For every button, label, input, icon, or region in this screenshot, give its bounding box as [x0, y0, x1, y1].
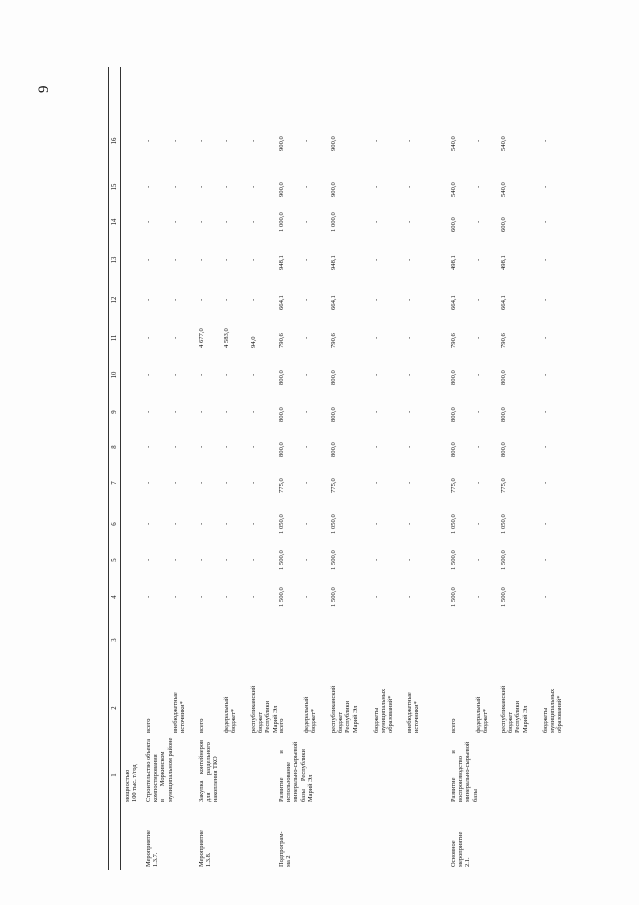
cell-value: - — [475, 558, 482, 561]
table-top-border — [120, 67, 121, 870]
cell-value: 775,0 — [278, 478, 285, 493]
cell-value: - — [406, 220, 413, 223]
cell-value: - — [406, 298, 413, 301]
column-header-9: 9 — [111, 410, 118, 414]
cell-value: 790,6 — [450, 333, 457, 348]
cell-value: - — [406, 595, 413, 598]
funding-source: всего — [198, 718, 205, 733]
cell-value: - — [198, 410, 205, 413]
cell-value: - — [373, 298, 380, 301]
cell-value: - — [406, 373, 413, 376]
cell-value: 1 500,0 — [278, 550, 285, 570]
cell-value: - — [145, 410, 152, 413]
cell-value: - — [198, 373, 205, 376]
cell-value: - — [406, 139, 413, 142]
column-header-6: 6 — [111, 522, 118, 526]
cell-value: - — [145, 298, 152, 301]
cell-value: 94,0 — [250, 336, 257, 348]
cell-value: - — [250, 558, 257, 561]
cell-value: - — [303, 481, 310, 484]
cell-value: - — [303, 336, 310, 339]
cell-value: 1 500,0 — [330, 587, 337, 607]
cell-value: - — [250, 595, 257, 598]
cell-value: - — [198, 258, 205, 261]
cell-value: - — [475, 595, 482, 598]
cell-value: - — [475, 139, 482, 142]
cell-value: - — [223, 220, 230, 223]
cell-value: - — [373, 522, 380, 525]
cell-value: - — [542, 595, 549, 598]
column-header-11: 11 — [111, 334, 118, 342]
funding-source: бюджеты муниципальных образований* — [542, 688, 564, 733]
cell-value: - — [172, 410, 179, 413]
table-header-bottom-border — [108, 67, 109, 870]
column-header-13: 13 — [111, 256, 118, 264]
carry-over-text: мощностью 100 тыс. т/год — [124, 764, 139, 802]
cell-value: 4 583,0 — [223, 328, 230, 348]
cell-value: - — [542, 373, 549, 376]
row-name: Закупка контейнеров для раздельного накопления ТКО — [198, 739, 220, 802]
row-name: Строительство объекта компостирования в Моркинском муниципальном районе — [145, 737, 174, 802]
cell-value: 800,0 — [450, 370, 457, 385]
funding-source: федеральный бюджет* — [223, 696, 238, 733]
cell-value: 1 500,0 — [450, 550, 457, 570]
cell-value: - — [406, 558, 413, 561]
cell-value: - — [198, 522, 205, 525]
cell-value: - — [475, 445, 482, 448]
cell-value: 800,0 — [278, 407, 285, 422]
cell-value: - — [172, 258, 179, 261]
column-header-5: 5 — [111, 558, 118, 562]
cell-value: - — [223, 595, 230, 598]
page-number: 9 — [36, 85, 52, 93]
row-name: Развитие и воспроизводство минерально-сырьевой базы — [450, 741, 479, 802]
cell-value: - — [223, 373, 230, 376]
cell-value: - — [542, 220, 549, 223]
cell-value: 4 677,0 — [198, 328, 205, 348]
cell-value: - — [145, 595, 152, 598]
cell-value: - — [373, 558, 380, 561]
cell-value: - — [373, 258, 380, 261]
cell-value: - — [303, 373, 310, 376]
cell-value: - — [373, 445, 380, 448]
cell-value: - — [542, 139, 549, 142]
cell-value: 664,1 — [450, 295, 457, 310]
cell-value: - — [406, 185, 413, 188]
cell-value: 900,0 — [330, 182, 337, 197]
cell-value: - — [406, 410, 413, 413]
cell-value: - — [250, 522, 257, 525]
cell-value: - — [250, 298, 257, 301]
cell-value: - — [145, 139, 152, 142]
cell-value: - — [223, 410, 230, 413]
cell-value: - — [303, 298, 310, 301]
cell-value: 1 000,0 — [330, 212, 337, 232]
column-header-4: 4 — [111, 595, 118, 599]
cell-value: - — [172, 558, 179, 561]
cell-value: - — [542, 481, 549, 484]
cell-value: - — [172, 220, 179, 223]
cell-value: - — [475, 522, 482, 525]
cell-value: - — [475, 336, 482, 339]
cell-value: - — [145, 522, 152, 525]
cell-value: 790,6 — [500, 333, 507, 348]
cell-value: - — [250, 445, 257, 448]
cell-value: - — [303, 558, 310, 561]
cell-value: - — [172, 298, 179, 301]
cell-value: - — [373, 185, 380, 188]
cell-value: 790,6 — [278, 333, 285, 348]
cell-value: - — [475, 410, 482, 413]
column-header-1: 1 — [111, 773, 118, 777]
cell-value: 498,1 — [450, 255, 457, 270]
cell-value: 900,0 — [330, 136, 337, 151]
cell-value: 775,0 — [330, 478, 337, 493]
cell-value: - — [198, 558, 205, 561]
column-header-14: 14 — [111, 218, 118, 226]
cell-value: - — [172, 445, 179, 448]
cell-value: - — [145, 258, 152, 261]
funding-source: всего — [450, 718, 457, 733]
funding-source: республиканский бюджет Республики Марий Эл — [330, 685, 359, 733]
cell-value: - — [223, 481, 230, 484]
cell-value: 1 500,0 — [450, 587, 457, 607]
cell-value: - — [303, 258, 310, 261]
cell-value: - — [475, 220, 482, 223]
cell-value: 948,1 — [278, 255, 285, 270]
cell-value: 800,0 — [450, 442, 457, 457]
cell-value: - — [198, 139, 205, 142]
cell-value: 800,0 — [330, 407, 337, 422]
column-header-2: 2 — [111, 706, 118, 710]
cell-value: 540,0 — [450, 182, 457, 197]
cell-value: - — [373, 481, 380, 484]
cell-value: - — [250, 373, 257, 376]
cell-value: 800,0 — [450, 407, 457, 422]
cell-value: - — [250, 185, 257, 188]
cell-value: 800,0 — [500, 442, 507, 457]
cell-value: - — [145, 481, 152, 484]
row-id: Основное мероприятие 2.1. — [450, 831, 472, 867]
cell-value: - — [145, 445, 152, 448]
cell-value: - — [542, 258, 549, 261]
cell-value: - — [145, 373, 152, 376]
cell-value: 1 500,0 — [500, 587, 507, 607]
column-header-15: 15 — [111, 183, 118, 191]
cell-value: 800,0 — [500, 370, 507, 385]
cell-value: - — [373, 220, 380, 223]
cell-value: - — [303, 410, 310, 413]
cell-value: - — [198, 220, 205, 223]
column-header-3: 3 — [111, 638, 118, 642]
cell-value: - — [373, 336, 380, 339]
cell-value: - — [406, 445, 413, 448]
cell-value: 1 500,0 — [500, 550, 507, 570]
cell-value: - — [223, 558, 230, 561]
cell-value: - — [250, 220, 257, 223]
cell-value: 775,0 — [450, 478, 457, 493]
cell-value: 900,0 — [278, 182, 285, 197]
cell-value: - — [303, 185, 310, 188]
cell-value: - — [250, 258, 257, 261]
cell-value: 664,1 — [500, 295, 507, 310]
funding-source: внебюджетные источники* — [172, 692, 187, 733]
cell-value: - — [542, 445, 549, 448]
cell-value: 800,0 — [278, 442, 285, 457]
cell-value: - — [475, 185, 482, 188]
cell-value: - — [250, 139, 257, 142]
cell-value: - — [303, 445, 310, 448]
column-header-12: 12 — [111, 296, 118, 304]
cell-value: 1 050,0 — [278, 514, 285, 534]
cell-value: - — [542, 522, 549, 525]
cell-value: - — [542, 410, 549, 413]
cell-value: - — [303, 139, 310, 142]
row-id: Подпрограм- ма 2 — [278, 831, 293, 867]
cell-value: 1 500,0 — [330, 550, 337, 570]
cell-value: - — [223, 522, 230, 525]
cell-value: - — [542, 185, 549, 188]
column-header-7: 7 — [111, 481, 118, 485]
cell-value: - — [542, 298, 549, 301]
cell-value: 800,0 — [278, 370, 285, 385]
row-name: Развитие и использование минерально-сырьевой базы Республики Марий Эл — [278, 741, 314, 802]
cell-value: 900,0 — [278, 136, 285, 151]
cell-value: 800,0 — [330, 370, 337, 385]
cell-value: - — [223, 445, 230, 448]
funding-source: бюджеты муниципальных образований* — [373, 688, 395, 733]
cell-value: - — [250, 410, 257, 413]
cell-value: - — [223, 298, 230, 301]
cell-value: - — [172, 336, 179, 339]
cell-value: - — [145, 558, 152, 561]
funding-source: федеральный бюджет* — [475, 696, 490, 733]
cell-value: 1 050,0 — [330, 514, 337, 534]
cell-value: - — [145, 220, 152, 223]
cell-value: - — [373, 373, 380, 376]
cell-value: 1 000,0 — [278, 212, 285, 232]
cell-value: - — [303, 522, 310, 525]
cell-value: - — [172, 595, 179, 598]
cell-value: - — [223, 185, 230, 188]
cell-value: 600,0 — [500, 217, 507, 232]
funding-source: внебюджетные источники* — [406, 692, 421, 733]
cell-value: - — [373, 139, 380, 142]
cell-value: - — [172, 481, 179, 484]
cell-value: - — [223, 139, 230, 142]
cell-value: 664,1 — [330, 295, 337, 310]
cell-value: 664,1 — [278, 295, 285, 310]
cell-value: - — [475, 298, 482, 301]
cell-value: 790,6 — [330, 333, 337, 348]
cell-value: 1 050,0 — [450, 514, 457, 534]
cell-value: - — [373, 595, 380, 598]
cell-value: 800,0 — [500, 407, 507, 422]
cell-value: - — [303, 220, 310, 223]
column-header-8: 8 — [111, 445, 118, 449]
cell-value: - — [542, 336, 549, 339]
cell-value: 1 500,0 — [278, 587, 285, 607]
cell-value: - — [198, 298, 205, 301]
cell-value: - — [172, 522, 179, 525]
cell-value: 600,0 — [450, 217, 457, 232]
cell-value: - — [475, 258, 482, 261]
cell-value: - — [250, 481, 257, 484]
funding-source: всего — [145, 718, 152, 733]
cell-value: - — [198, 185, 205, 188]
cell-value: 775,0 — [500, 478, 507, 493]
cell-value: - — [198, 481, 205, 484]
cell-value: - — [475, 481, 482, 484]
cell-value: - — [223, 258, 230, 261]
cell-value: - — [198, 595, 205, 598]
column-header-10: 10 — [111, 371, 118, 379]
cell-value: 540,0 — [450, 136, 457, 151]
cell-value: 948,1 — [330, 255, 337, 270]
cell-value: - — [406, 258, 413, 261]
cell-value: 1 050,0 — [500, 514, 507, 534]
cell-value: - — [542, 558, 549, 561]
row-id: Мероприятие 1.3.8. — [198, 830, 213, 867]
funding-source: всего — [278, 718, 285, 733]
cell-value: - — [406, 481, 413, 484]
cell-value: - — [172, 139, 179, 142]
cell-value: - — [145, 185, 152, 188]
column-header-16: 16 — [111, 137, 118, 145]
cell-value: - — [406, 336, 413, 339]
cell-value: - — [172, 185, 179, 188]
funding-source: республиканский бюджет Республики Марий Эл — [250, 685, 279, 733]
cell-value: 800,0 — [330, 442, 337, 457]
cell-value: - — [475, 373, 482, 376]
cell-value: - — [373, 410, 380, 413]
cell-value: 540,0 — [500, 136, 507, 151]
cell-value: 498,1 — [500, 255, 507, 270]
cell-value: - — [406, 522, 413, 525]
cell-value: 540,0 — [500, 182, 507, 197]
funding-source: федеральный бюджет* — [303, 696, 318, 733]
cell-value: - — [198, 445, 205, 448]
cell-value: - — [172, 373, 179, 376]
row-id: Мероприятие 1.3.7. — [145, 830, 160, 867]
cell-value: - — [303, 595, 310, 598]
funding-source: республиканский бюджет Республики Марий Эл — [500, 685, 529, 733]
cell-value: - — [145, 336, 152, 339]
